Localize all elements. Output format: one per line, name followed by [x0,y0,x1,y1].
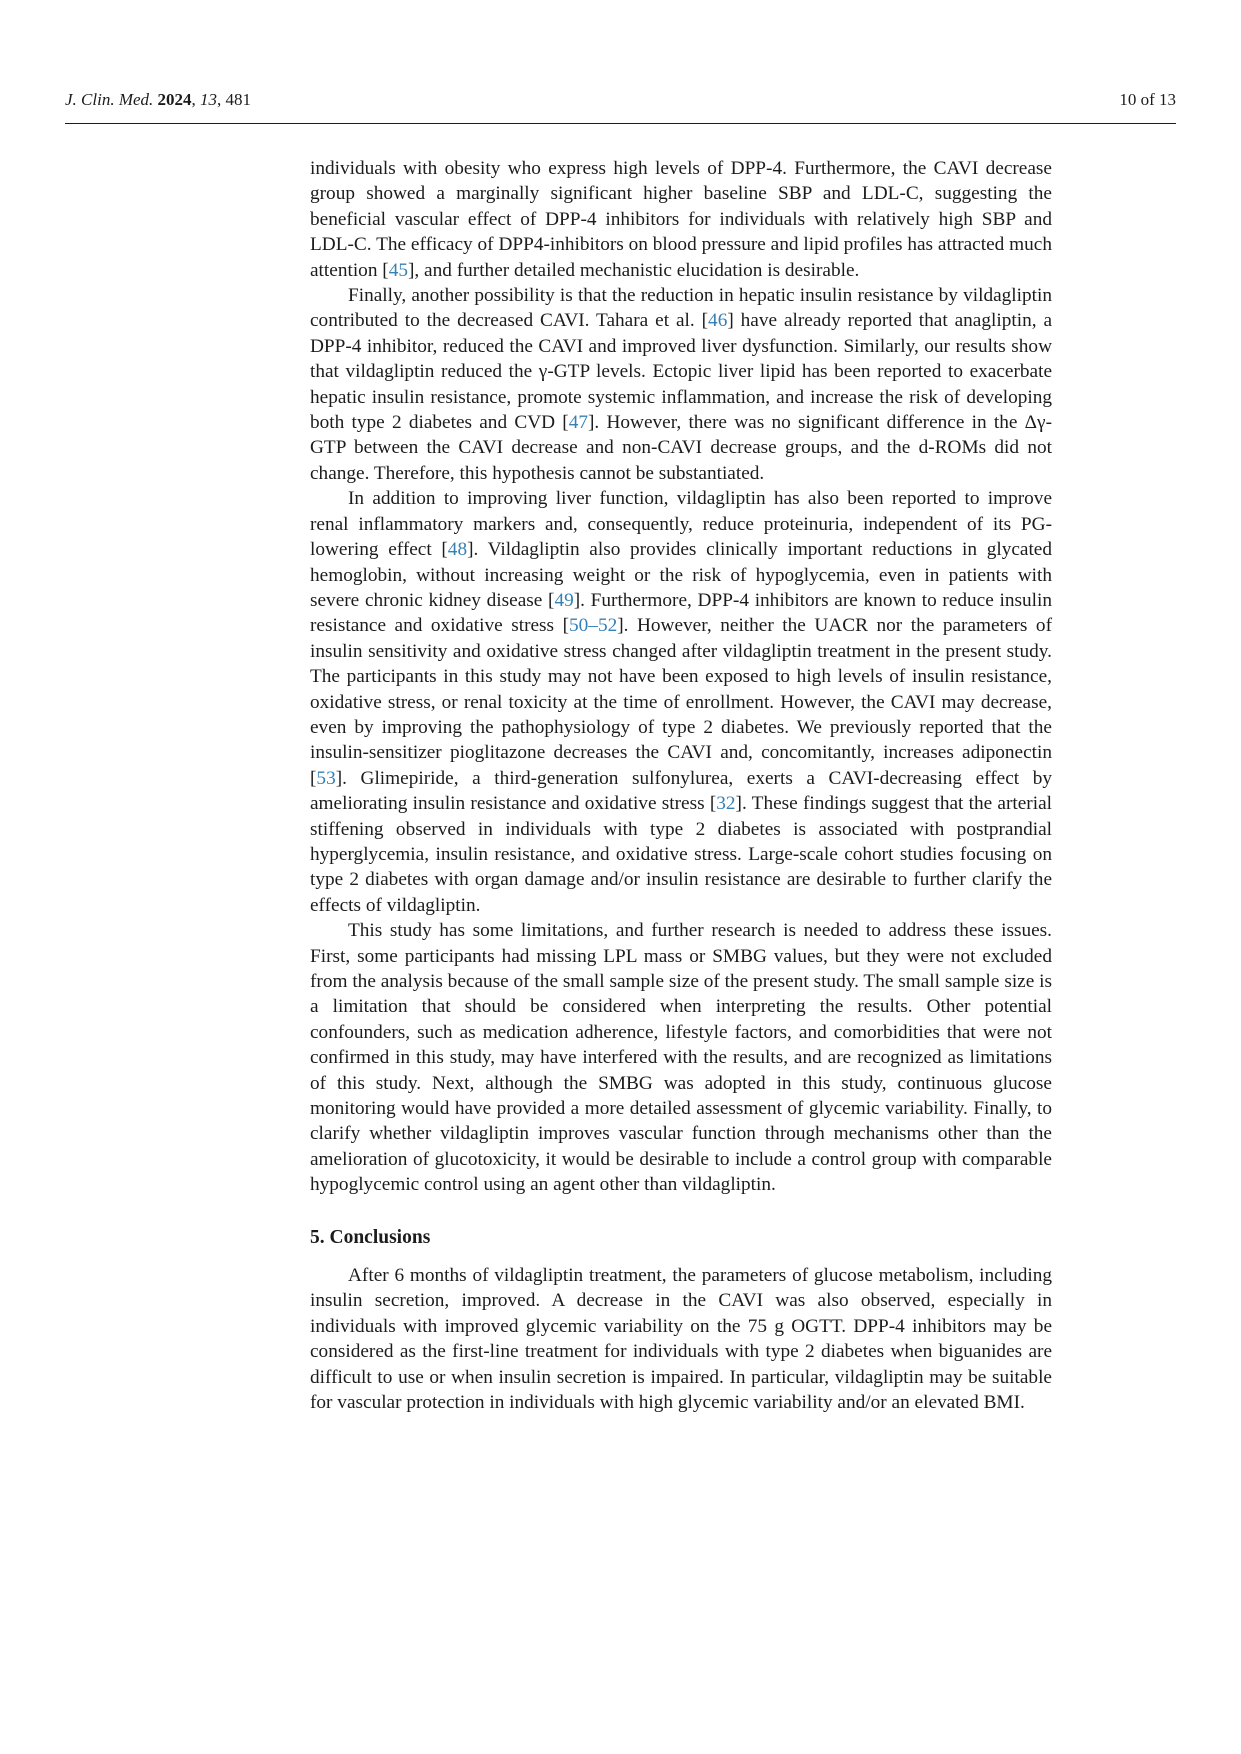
running-header [65,90,1176,110]
text-segment: ]. However, there was no significant difference in the Δγ-GTP between the CAVI decrease and non-CAVI decrease groups, and the d-ROMs did not change. Therefore, this hypothesis cannot be substantiated. [310,412,1052,484]
paragraph [310,1263,1052,1415]
text-segment: After 6 months of vildagliptin treatment, the parameters of glucose metabolism, including insulin secretion, improved. A decrease in the CAVI was also observed, especially in individuals with improved glycemic variability on the 75 g OGTT. DPP-4 inhibitors may be considered as the first-line treatment for individuals with type 2 diabetes when biguanides are difficult to use or when insulin secretion is impaired. In particular, vildagliptin may be suitable for vascular protection in individuals with high glycemic variability and/or an elevated BMI. [310,1265,1052,1414]
text-segment: ]. Furthermore, DPP-4 inhibitors are known to reduce insulin resistance and oxidative stress [ [310,589,1052,637]
citation-link[interactable]: 48 [447,539,468,561]
paragraph [310,486,1052,918]
text-segment: ]. Glimepiride, a third-generation sulfonylurea, exerts a CAVI-decreasing effect by ameliorating insulin resistance and oxidative stress [ [310,767,1052,815]
citation-link[interactable]: 46 [708,310,728,332]
text-segment: 13 [200,90,218,109]
article-body [310,156,1052,1416]
text-segment: , [191,90,201,109]
citation-link[interactable]: 50–52 [569,615,618,637]
paragraph [310,156,1052,283]
header-rule [65,123,1176,124]
text-segment: ] have already reported that anagliptin, a DPP-4 inhibitor, reduced the CAVI and improved liver dysfunction. Similarly, our results show that vildagliptin reduced the γ-GTP levels. Ectopic liver lipid has been reported to exacerbate hepatic insulin resistance, promote systemic inflammation, and increase the risk of developing both type 2 diabetes and CVD [ [310,310,1053,434]
text-segment: J. Clin. Med. [65,90,158,109]
text-segment: ], and further detailed mechanistic elucidation is desirable. [408,259,860,281]
section-heading: 5. Conclusions [310,1226,431,1248]
text-segment: ]. These findings suggest that the arterial stiffening observed in individuals with type 2 diabetes is associated with postprandial hyperglycemia, insulin resistance, and oxidative stress. Large-scale cohort studies focusing on type 2 diabetes with organ damage and/or insulin resistance are desirable to further clarify the effects of vildagliptin. [310,793,1052,916]
journal-citation [65,90,251,110]
paragraph [310,283,1052,486]
citation-link[interactable]: 32 [716,793,736,815]
text-segment: In addition to improving liver function, vildagliptin has also been reported to improve renal inflammatory markers and, consequently, reduce proteinuria, independent of its PG-lowering effect [ [310,488,1052,561]
text-segment: ]. Vildagliptin also provides clinically important reductions in glycated hemoglobin, without increasing weight or the risk of hypoglycemia, even in patients with severe chronic kidney disease [ [310,539,1053,611]
text-segment: This study has some limitations, and further research is needed to address these issues. First, some participants had missing LPL mass or SMBG values, but they were not excluded from the analysis because of the small sample size of the present study. The small sample size is a limitation that should be considered when interpreting the results. Other potential confounders, such as medication adherence, lifestyle factors, and comorbidities that were not confirmed in this study, may have interfered with the results, and are recognized as limitations of this study. Next, although the SMBG was adopted in this study, continuous glucose monitoring would have provided a more detailed assessment of glycemic variability. Finally, to clarify whether vildagliptin improves vascular function through mechanisms other than the amelioration of glucotoxicity, it would be desirable to include a control group with comparable hypoglycemic control using an agent other than vildagliptin. [310,920,1052,1196]
text-segment: Finally, another possibility is that the reduction in hepatic insulin resistance by vildagliptin contributed to the decreased CAVI. Tahara et al. [ [310,285,1052,332]
citation-link[interactable]: 45 [388,259,408,281]
text-segment: individuals with obesity who express high levels of DPP-4. Furthermore, the CAVI decrease group showed a marginally significant higher baseline SBP and LDL-C, suggesting the beneficial vascular effect of DPP-4 inhibitors for individuals with relatively high SBP and LDL-C. The efficacy of DPP4-inhibitors on blood pressure and lipid profiles has attracted much attention [ [310,158,1052,281]
text-segment: ]. However, neither the UACR nor the parameters of insulin sensitivity and oxidative stress changed after vildagliptin treatment in the present study. The participants in this study may not have been exposed to high levels of insulin resistance, oxidative stress, or renal toxicity at the time of enrollment. However, the CAVI may decrease, even by improving the pathophysiology of type 2 diabetes. We previously reported that the insulin-sensitizer pioglitazone decreases the CAVI and, concomitantly, increases adiponectin [ [310,615,1052,789]
citation-link[interactable]: 49 [554,589,574,611]
text-segment: , 481 [217,90,252,109]
page-indicator: 10 of 13 [1119,90,1176,109]
citation-link[interactable]: 53 [316,767,336,789]
text-segment: 2024 [157,90,192,109]
paragraph [310,918,1052,1197]
citation-link[interactable]: 47 [568,412,588,434]
